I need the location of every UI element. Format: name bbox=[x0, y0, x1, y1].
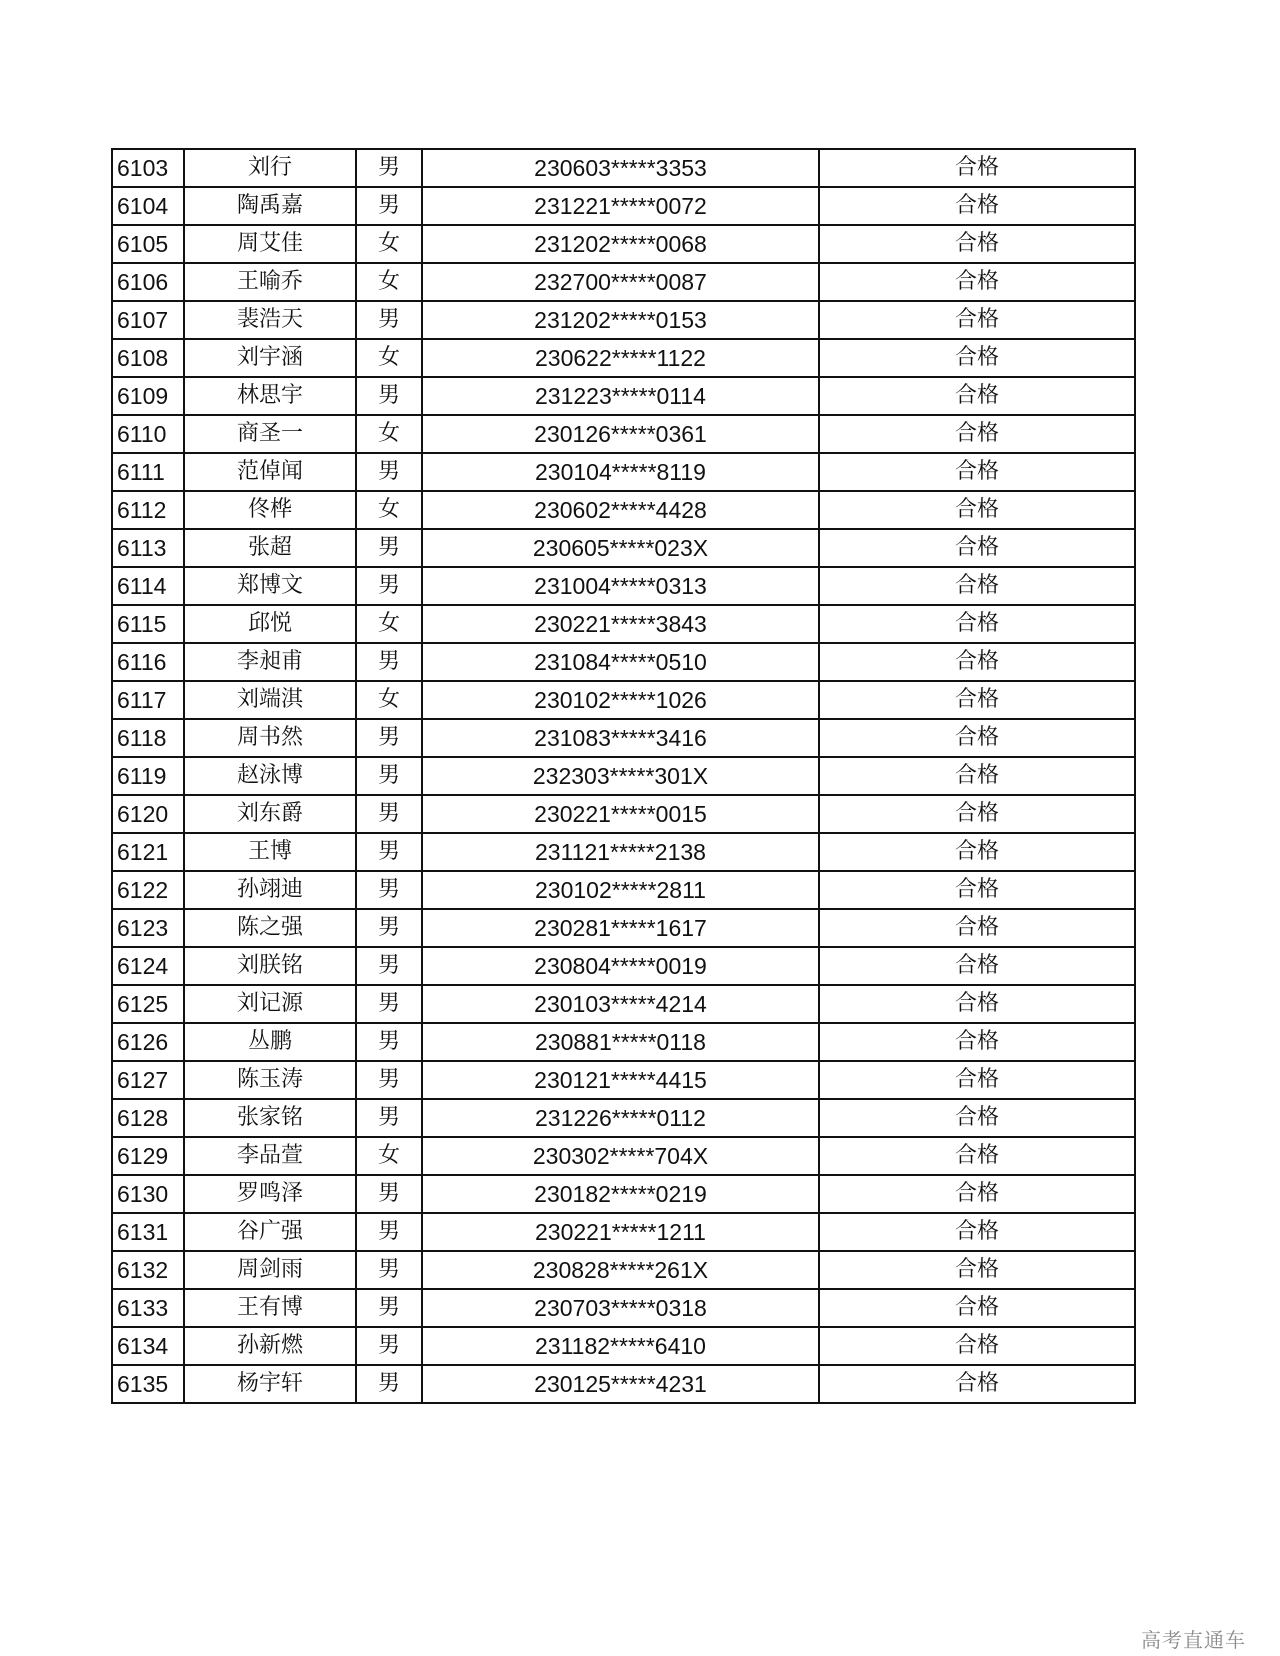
cell-id-number: 230221*****3843 bbox=[422, 605, 819, 643]
cell-id-number: 230125*****4231 bbox=[422, 1365, 819, 1403]
cell-gender: 男 bbox=[356, 1289, 422, 1327]
cell-name: 刘东爵 bbox=[184, 795, 356, 833]
cell-gender: 女 bbox=[356, 263, 422, 301]
cell-number: 6105 bbox=[112, 225, 184, 263]
table-row bbox=[112, 1251, 1135, 1289]
cell-number: 6135 bbox=[112, 1365, 184, 1403]
cell-name: 王喻乔 bbox=[184, 263, 356, 301]
cell-number: 6120 bbox=[112, 795, 184, 833]
cell-result: 合格 bbox=[819, 757, 1135, 795]
cell-number: 6109 bbox=[112, 377, 184, 415]
cell-id-number: 230221*****1211 bbox=[422, 1213, 819, 1251]
table-row bbox=[112, 1061, 1135, 1099]
cell-gender: 男 bbox=[356, 1213, 422, 1251]
cell-id-number: 230102*****2811 bbox=[422, 871, 819, 909]
cell-number: 6129 bbox=[112, 1137, 184, 1175]
cell-name: 李品萱 bbox=[184, 1137, 356, 1175]
table-row bbox=[112, 681, 1135, 719]
cell-result: 合格 bbox=[819, 605, 1135, 643]
cell-gender: 男 bbox=[356, 1365, 422, 1403]
cell-number: 6126 bbox=[112, 1023, 184, 1061]
cell-result: 合格 bbox=[819, 1289, 1135, 1327]
cell-result: 合格 bbox=[819, 377, 1135, 415]
cell-number: 6106 bbox=[112, 263, 184, 301]
table-row bbox=[112, 795, 1135, 833]
cell-name: 陈之强 bbox=[184, 909, 356, 947]
cell-result: 合格 bbox=[819, 415, 1135, 453]
table-row bbox=[112, 567, 1135, 605]
cell-gender: 男 bbox=[356, 567, 422, 605]
cell-result: 合格 bbox=[819, 301, 1135, 339]
cell-id-number: 230603*****3353 bbox=[422, 149, 819, 187]
cell-gender: 男 bbox=[356, 1023, 422, 1061]
cell-gender: 男 bbox=[356, 529, 422, 567]
table-row bbox=[112, 149, 1135, 187]
table-row bbox=[112, 719, 1135, 757]
cell-id-number: 231202*****0068 bbox=[422, 225, 819, 263]
cell-result: 合格 bbox=[819, 1137, 1135, 1175]
table-row bbox=[112, 415, 1135, 453]
cell-id-number: 231121*****2138 bbox=[422, 833, 819, 871]
cell-number: 6125 bbox=[112, 985, 184, 1023]
cell-gender: 男 bbox=[356, 833, 422, 871]
cell-name: 林思宇 bbox=[184, 377, 356, 415]
cell-number: 6133 bbox=[112, 1289, 184, 1327]
cell-result: 合格 bbox=[819, 1327, 1135, 1365]
cell-id-number: 231223*****0114 bbox=[422, 377, 819, 415]
cell-gender: 男 bbox=[356, 1061, 422, 1099]
cell-gender: 男 bbox=[356, 301, 422, 339]
cell-gender: 男 bbox=[356, 1175, 422, 1213]
cell-result: 合格 bbox=[819, 719, 1135, 757]
table-row bbox=[112, 909, 1135, 947]
cell-number: 6118 bbox=[112, 719, 184, 757]
cell-name: 刘行 bbox=[184, 149, 356, 187]
cell-number: 6117 bbox=[112, 681, 184, 719]
cell-number: 6131 bbox=[112, 1213, 184, 1251]
cell-id-number: 231083*****3416 bbox=[422, 719, 819, 757]
cell-number: 6123 bbox=[112, 909, 184, 947]
cell-name: 赵泳博 bbox=[184, 757, 356, 795]
cell-name: 李昶甫 bbox=[184, 643, 356, 681]
cell-number: 6130 bbox=[112, 1175, 184, 1213]
cell-gender: 男 bbox=[356, 719, 422, 757]
table-row bbox=[112, 833, 1135, 871]
cell-id-number: 230881*****0118 bbox=[422, 1023, 819, 1061]
watermark-text: 高考直通车 bbox=[1141, 1628, 1246, 1652]
cell-id-number: 230281*****1617 bbox=[422, 909, 819, 947]
cell-name: 周书然 bbox=[184, 719, 356, 757]
cell-name: 王有博 bbox=[184, 1289, 356, 1327]
cell-name: 佟桦 bbox=[184, 491, 356, 529]
cell-gender: 男 bbox=[356, 795, 422, 833]
cell-result: 合格 bbox=[819, 263, 1135, 301]
cell-number: 6119 bbox=[112, 757, 184, 795]
cell-name: 刘端淇 bbox=[184, 681, 356, 719]
cell-id-number: 231182*****6410 bbox=[422, 1327, 819, 1365]
cell-result: 合格 bbox=[819, 149, 1135, 187]
cell-id-number: 231202*****0153 bbox=[422, 301, 819, 339]
cell-name: 郑博文 bbox=[184, 567, 356, 605]
cell-id-number: 232700*****0087 bbox=[422, 263, 819, 301]
cell-result: 合格 bbox=[819, 1023, 1135, 1061]
table-row bbox=[112, 453, 1135, 491]
cell-name: 陈玉涛 bbox=[184, 1061, 356, 1099]
cell-number: 6121 bbox=[112, 833, 184, 871]
cell-name: 周剑雨 bbox=[184, 1251, 356, 1289]
cell-name: 王博 bbox=[184, 833, 356, 871]
cell-name: 周艾佳 bbox=[184, 225, 356, 263]
cell-gender: 男 bbox=[356, 1099, 422, 1137]
cell-name: 谷广强 bbox=[184, 1213, 356, 1251]
cell-result: 合格 bbox=[819, 1213, 1135, 1251]
cell-number: 6134 bbox=[112, 1327, 184, 1365]
cell-name: 孙新燃 bbox=[184, 1327, 356, 1365]
cell-number: 6110 bbox=[112, 415, 184, 453]
roster-table bbox=[111, 148, 1136, 1404]
cell-name: 范倬闻 bbox=[184, 453, 356, 491]
table-row bbox=[112, 339, 1135, 377]
cell-number: 6132 bbox=[112, 1251, 184, 1289]
cell-name: 邱悦 bbox=[184, 605, 356, 643]
cell-gender: 男 bbox=[356, 1251, 422, 1289]
cell-id-number: 232303*****301X bbox=[422, 757, 819, 795]
cell-name: 丛鹏 bbox=[184, 1023, 356, 1061]
cell-id-number: 231084*****0510 bbox=[422, 643, 819, 681]
cell-gender: 女 bbox=[356, 225, 422, 263]
cell-gender: 男 bbox=[356, 909, 422, 947]
cell-gender: 女 bbox=[356, 681, 422, 719]
table-row bbox=[112, 1213, 1135, 1251]
table-row bbox=[112, 225, 1135, 263]
cell-gender: 男 bbox=[356, 757, 422, 795]
cell-name: 商圣一 bbox=[184, 415, 356, 453]
cell-number: 6122 bbox=[112, 871, 184, 909]
table-row bbox=[112, 263, 1135, 301]
cell-result: 合格 bbox=[819, 491, 1135, 529]
cell-number: 6127 bbox=[112, 1061, 184, 1099]
cell-result: 合格 bbox=[819, 1251, 1135, 1289]
cell-number: 6112 bbox=[112, 491, 184, 529]
cell-result: 合格 bbox=[819, 643, 1135, 681]
cell-result: 合格 bbox=[819, 187, 1135, 225]
cell-gender: 男 bbox=[356, 985, 422, 1023]
table-row bbox=[112, 1137, 1135, 1175]
roster-table-body bbox=[112, 149, 1135, 1403]
cell-number: 6113 bbox=[112, 529, 184, 567]
cell-gender: 女 bbox=[356, 605, 422, 643]
cell-result: 合格 bbox=[819, 1099, 1135, 1137]
cell-gender: 女 bbox=[356, 415, 422, 453]
cell-gender: 女 bbox=[356, 1137, 422, 1175]
cell-name: 刘记源 bbox=[184, 985, 356, 1023]
cell-id-number: 230622*****1122 bbox=[422, 339, 819, 377]
cell-name: 罗鸣泽 bbox=[184, 1175, 356, 1213]
cell-name: 陶禹嘉 bbox=[184, 187, 356, 225]
cell-name: 刘朕铭 bbox=[184, 947, 356, 985]
table-row bbox=[112, 985, 1135, 1023]
cell-id-number: 230605*****023X bbox=[422, 529, 819, 567]
cell-id-number: 230221*****0015 bbox=[422, 795, 819, 833]
table-row bbox=[112, 1289, 1135, 1327]
cell-result: 合格 bbox=[819, 1175, 1135, 1213]
table-row bbox=[112, 643, 1135, 681]
table-row bbox=[112, 1023, 1135, 1061]
cell-name: 杨宇轩 bbox=[184, 1365, 356, 1403]
cell-gender: 男 bbox=[356, 947, 422, 985]
cell-name: 孙翊迪 bbox=[184, 871, 356, 909]
cell-id-number: 230182*****0219 bbox=[422, 1175, 819, 1213]
cell-number: 6107 bbox=[112, 301, 184, 339]
cell-id-number: 230602*****4428 bbox=[422, 491, 819, 529]
table-row bbox=[112, 377, 1135, 415]
table-row bbox=[112, 757, 1135, 795]
cell-result: 合格 bbox=[819, 225, 1135, 263]
cell-number: 6104 bbox=[112, 187, 184, 225]
cell-number: 6128 bbox=[112, 1099, 184, 1137]
cell-result: 合格 bbox=[819, 871, 1135, 909]
table-row bbox=[112, 605, 1135, 643]
cell-result: 合格 bbox=[819, 453, 1135, 491]
table-row bbox=[112, 1327, 1135, 1365]
cell-number: 6103 bbox=[112, 149, 184, 187]
table-row bbox=[112, 529, 1135, 567]
cell-id-number: 231226*****0112 bbox=[422, 1099, 819, 1137]
cell-result: 合格 bbox=[819, 985, 1135, 1023]
table-row bbox=[112, 1099, 1135, 1137]
cell-id-number: 230126*****0361 bbox=[422, 415, 819, 453]
cell-name: 裴浩天 bbox=[184, 301, 356, 339]
cell-id-number: 230804*****0019 bbox=[422, 947, 819, 985]
table-row bbox=[112, 1365, 1135, 1403]
cell-id-number: 230302*****704X bbox=[422, 1137, 819, 1175]
cell-name: 刘宇涵 bbox=[184, 339, 356, 377]
cell-result: 合格 bbox=[819, 529, 1135, 567]
cell-result: 合格 bbox=[819, 1061, 1135, 1099]
cell-id-number: 230104*****8119 bbox=[422, 453, 819, 491]
table-row bbox=[112, 947, 1135, 985]
cell-gender: 男 bbox=[356, 871, 422, 909]
table-row bbox=[112, 187, 1135, 225]
cell-result: 合格 bbox=[819, 339, 1135, 377]
cell-id-number: 230103*****4214 bbox=[422, 985, 819, 1023]
cell-gender: 男 bbox=[356, 187, 422, 225]
cell-gender: 女 bbox=[356, 491, 422, 529]
table-row bbox=[112, 491, 1135, 529]
cell-number: 6108 bbox=[112, 339, 184, 377]
cell-number: 6115 bbox=[112, 605, 184, 643]
cell-id-number: 230828*****261X bbox=[422, 1251, 819, 1289]
cell-result: 合格 bbox=[819, 909, 1135, 947]
cell-gender: 男 bbox=[356, 453, 422, 491]
cell-result: 合格 bbox=[819, 681, 1135, 719]
cell-id-number: 230121*****4415 bbox=[422, 1061, 819, 1099]
cell-id-number: 231221*****0072 bbox=[422, 187, 819, 225]
cell-name: 张家铭 bbox=[184, 1099, 356, 1137]
cell-number: 6124 bbox=[112, 947, 184, 985]
cell-result: 合格 bbox=[819, 795, 1135, 833]
cell-name: 张超 bbox=[184, 529, 356, 567]
cell-number: 6116 bbox=[112, 643, 184, 681]
cell-id-number: 231004*****0313 bbox=[422, 567, 819, 605]
cell-gender: 男 bbox=[356, 377, 422, 415]
table-row bbox=[112, 1175, 1135, 1213]
cell-gender: 男 bbox=[356, 149, 422, 187]
cell-id-number: 230703*****0318 bbox=[422, 1289, 819, 1327]
cell-gender: 女 bbox=[356, 339, 422, 377]
cell-result: 合格 bbox=[819, 567, 1135, 605]
table-row bbox=[112, 871, 1135, 909]
table-row bbox=[112, 301, 1135, 339]
cell-gender: 男 bbox=[356, 643, 422, 681]
cell-number: 6114 bbox=[112, 567, 184, 605]
cell-id-number: 230102*****1026 bbox=[422, 681, 819, 719]
cell-result: 合格 bbox=[819, 1365, 1135, 1403]
cell-number: 6111 bbox=[112, 453, 184, 491]
cell-result: 合格 bbox=[819, 833, 1135, 871]
cell-result: 合格 bbox=[819, 947, 1135, 985]
cell-gender: 男 bbox=[356, 1327, 422, 1365]
